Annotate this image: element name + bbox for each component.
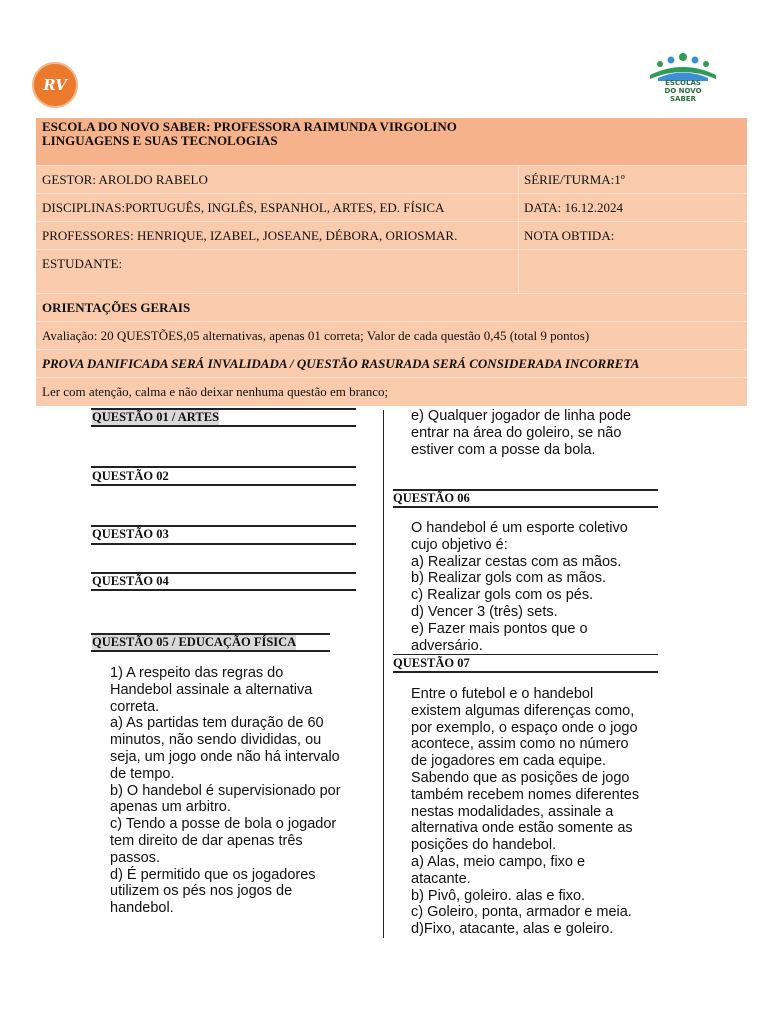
text-line: 1) A respeito das regras do [110, 665, 284, 681]
aviso-text: PROVA DANIFICADA SERÁ INVALIDADA / QUESTÃO RASURADA SERÁ CONSIDERADA INCORRETA [42, 356, 640, 371]
divider [91, 425, 356, 427]
option-a[interactable]: a) As partidas tem duração de 60 [110, 715, 324, 732]
question-04-heading: QUESTÃO 04 [92, 574, 169, 588]
student-row [36, 250, 747, 294]
text-line: Sabendo que as posições de jogo [411, 769, 630, 786]
text-line: Handebol assinale a alternativa [110, 681, 313, 698]
text-line: tem direito de dar apenas três [110, 832, 303, 849]
text-line: handebol. [110, 900, 174, 917]
text-line: correta. [110, 698, 160, 715]
serie-field[interactable]: SÉRIE/TURMA:1º [524, 172, 625, 187]
text-line: por exemplo, o espaço onde o jogo [411, 719, 638, 736]
disciplinas-row [36, 194, 747, 222]
option-b[interactable]: b) O handebol é supervisionado por [110, 782, 341, 799]
option-d[interactable]: d)Fixo, atacante, alas e goleiro. [411, 921, 614, 938]
text-line: acontece, assim como no número [411, 736, 629, 753]
text-line: O handebol é um esporte coletivo [411, 520, 628, 536]
text-line: adversário. [411, 637, 483, 654]
gestor-row [36, 166, 747, 194]
logo-initials: RV [43, 76, 67, 94]
professores-row [36, 222, 747, 250]
text-line: estiver com a posse da bola. [411, 441, 596, 458]
question-06-heading: QUESTÃO 06 [393, 491, 470, 505]
exam-header-table [36, 118, 747, 406]
text-line: apenas um arbitro. [110, 799, 231, 816]
instrucao-row [36, 378, 747, 406]
question-06-body [411, 520, 628, 654]
student-name-field[interactable]: ESTUDANTE: [42, 256, 123, 271]
nota-field[interactable]: NOTA OBTIDA: [524, 228, 615, 243]
option-d[interactable]: d) É permitido que os jogadores [110, 866, 316, 883]
text-line: de tempo. [110, 765, 175, 782]
school-name: ESCOLA DO NOVO SABER: PROFESSORA RAIMUNDA VIRGOLINO [42, 119, 457, 134]
question-05-body [110, 665, 341, 917]
gestor-field: GESTOR: AROLDO RABELO [42, 172, 208, 187]
question-01-heading: QUESTÃO 01 / ARTES [92, 410, 220, 424]
option-b[interactable]: b) Realizar gols com as mãos. [411, 570, 607, 587]
question-03-heading: QUESTÃO 03 [92, 527, 169, 541]
orientacoes-row [36, 294, 747, 322]
text-line: de jogadores em cada equipe. [411, 753, 607, 770]
option-a[interactable]: a) Alas, meio campo, fixo e [411, 853, 586, 870]
area-name: LINGUAGENS E SUAS TECNOLOGIAS [42, 133, 278, 148]
avaliacao-row [36, 322, 747, 350]
divider [91, 589, 356, 591]
option-c[interactable]: c) Realizar gols com os pés. [411, 587, 594, 604]
logo-text-line: ESCOLAS [665, 79, 701, 87]
text-line: Entre o futebol e o handebol [411, 686, 594, 702]
text-line: alternativa onde estão somente as [411, 820, 633, 837]
divider [91, 650, 330, 652]
divider [91, 484, 356, 486]
column-divider [383, 410, 384, 938]
text-line: minutos, não sendo divididas, ou [110, 732, 322, 749]
instrucao-text: Ler com atenção, calma e não deixar nenhuma questão em branco; [42, 384, 389, 399]
question-05-heading: QUESTÃO 05 / EDUCAÇÃO FÍSICA [92, 635, 297, 649]
option-e[interactable]: e) Fazer mais pontos que o [411, 620, 588, 637]
professores-field: PROFESSORES: HENRIQUE, IZABEL, JOSEANE, DÉBORA, ORIOSMAR. [42, 228, 458, 243]
divider [393, 506, 658, 508]
header-title-row [36, 118, 747, 166]
question-07-heading: QUESTÃO 07 [393, 656, 470, 670]
people-emblem-icon [646, 51, 720, 81]
date-field: DATA: 16.12.2024 [524, 200, 623, 215]
avaliacao-text: Avaliação: 20 QUESTÕES,05 alternativas, apenas 01 correta; Valor de cada questão 0,45 (total 9 pontos) [42, 328, 590, 343]
option-d[interactable]: d) Vencer 3 (três) sets. [411, 603, 558, 620]
divider [393, 654, 658, 655]
question-05-continued [411, 408, 631, 458]
option-c[interactable]: c) Goleiro, ponta, armador e meia. [411, 904, 632, 921]
orientacoes-heading: ORIENTAÇÕES GERAIS [42, 300, 191, 315]
logo-text-line: SABER [670, 95, 696, 103]
divider [393, 671, 658, 673]
aviso-row [36, 350, 747, 378]
text-line: passos. [110, 849, 160, 866]
text-line: utilizem os pés nos jogos de [110, 883, 293, 900]
text-line: posições do handebol. [411, 837, 557, 854]
text-line: cujo objetivo é: [411, 536, 508, 553]
text-line: existem algumas diferenças como, [411, 702, 635, 719]
divider [91, 543, 356, 545]
option-b[interactable]: b) Pivô, goleiro. alas e fixo. [411, 887, 586, 904]
text-line: seja, um jogo onde não há intervalo [110, 748, 340, 765]
escolas-novo-saber-logo [646, 51, 720, 111]
text-line: também recebem nomes diferentes [411, 786, 640, 803]
logo-text-line: DO NOVO [664, 87, 702, 95]
divider [91, 466, 356, 468]
option-c[interactable]: c) Tendo a posse de bola o jogador [110, 816, 337, 833]
question-02-heading: QUESTÃO 02 [92, 469, 169, 483]
option-e[interactable]: e) Qualquer jogador de linha pode [411, 408, 632, 424]
disciplinas-field: DISCIPLINAS:PORTUGUÊS, INGLÊS, ESPANHOL, ARTES, ED. FÍSICA [42, 200, 445, 215]
school-logo-rv [32, 62, 78, 108]
question-07-body [411, 686, 639, 938]
text-line: atacante. [411, 870, 471, 887]
text-line: nestas modalidades, assinale a [411, 803, 614, 820]
text-line: entrar na área do goleiro, se não [411, 424, 622, 441]
option-a[interactable]: a) Realizar cestas com as mãos. [411, 553, 622, 570]
